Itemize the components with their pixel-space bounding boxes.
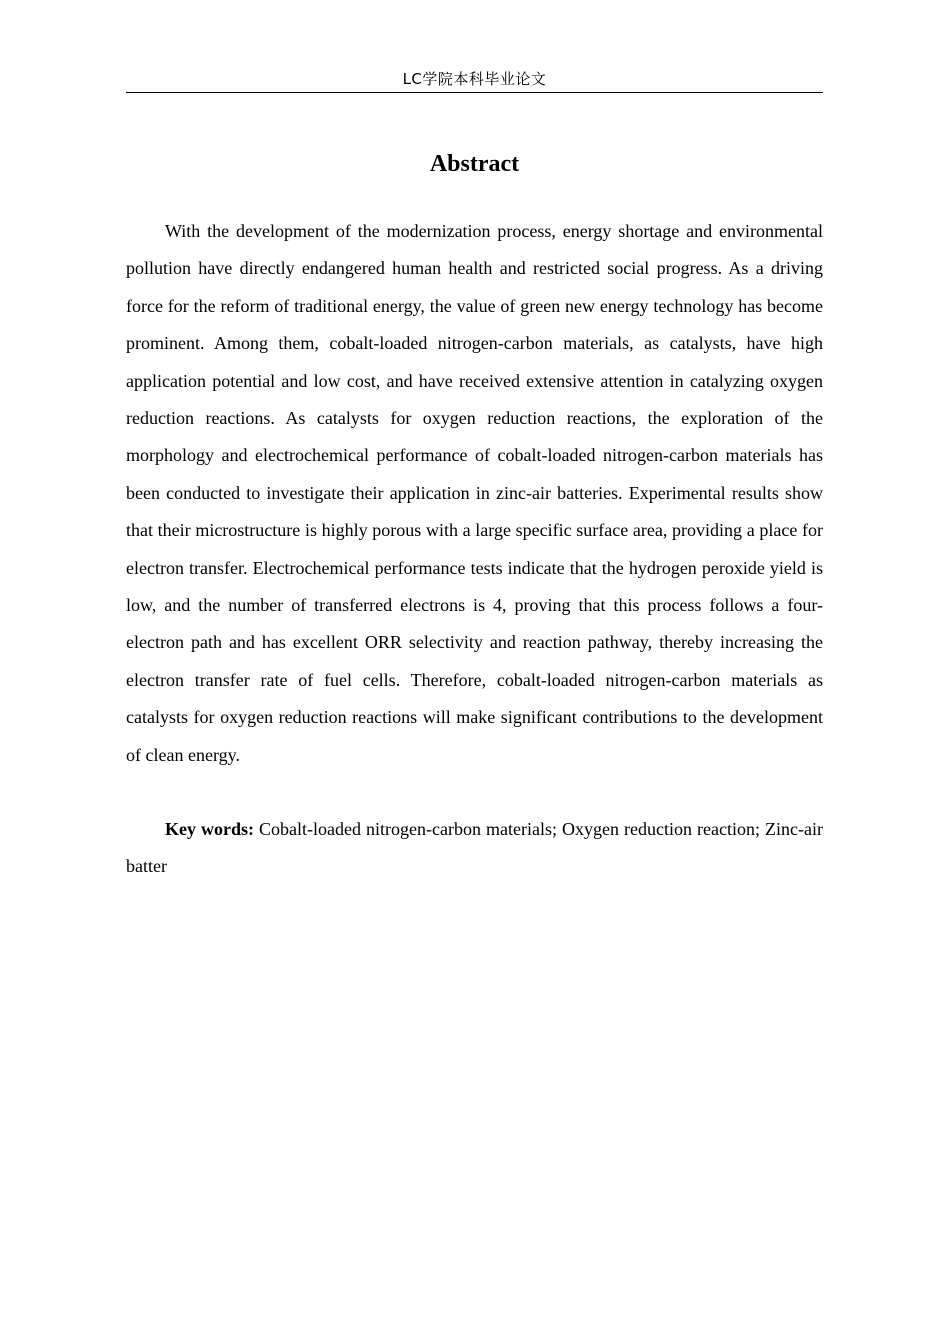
page-header [126, 66, 823, 93]
abstract-title: Abstract [429, 151, 520, 177]
abstract-body: With the development of the modernization process, energy shortage and environmental pollution have directly endangered human health and restricted social progress. As a driving force for the reform of traditional energy, the value of green new energy technology has become prominent. Among them, cobalt-loaded nitrogen-carbon materials, as catalysts, have high application potential and low cost, and have received extensive attention in catalyzing oxygen reduction reactions. As catalysts for oxygen reduction reactions, the exploration of the morphology and electrochemical performance of cobalt-loaded nitrogen-carbon materials has been conducted to investigate their application in zinc-air batteries. Experimental results show that their microstructure is highly porous with a large specific surface area, providing a place for electron transfer. Electrochemical performance tests indicate that the hydrogen peroxide yield is low, and the number of transferred electrons is 4, proving that this process follows a four-electron path and has excellent ORR selectivity and reaction pathway, thereby increasing the electron transfer rate of fuel cells. Therefore, cobalt-loaded nitrogen-carbon materials as catalysts for oxygen reduction reactions will make significant contributions to the development of clean energy. [126, 221, 823, 765]
header-text: LC学院本科毕业论文 [402, 70, 547, 88]
keywords-text: Cobalt-loaded nitrogen-carbon materials; Oxygen reduction reaction; Zinc-air batter [126, 819, 823, 877]
keywords-paragraph [126, 811, 823, 886]
keywords-label: Key words: [165, 819, 255, 839]
